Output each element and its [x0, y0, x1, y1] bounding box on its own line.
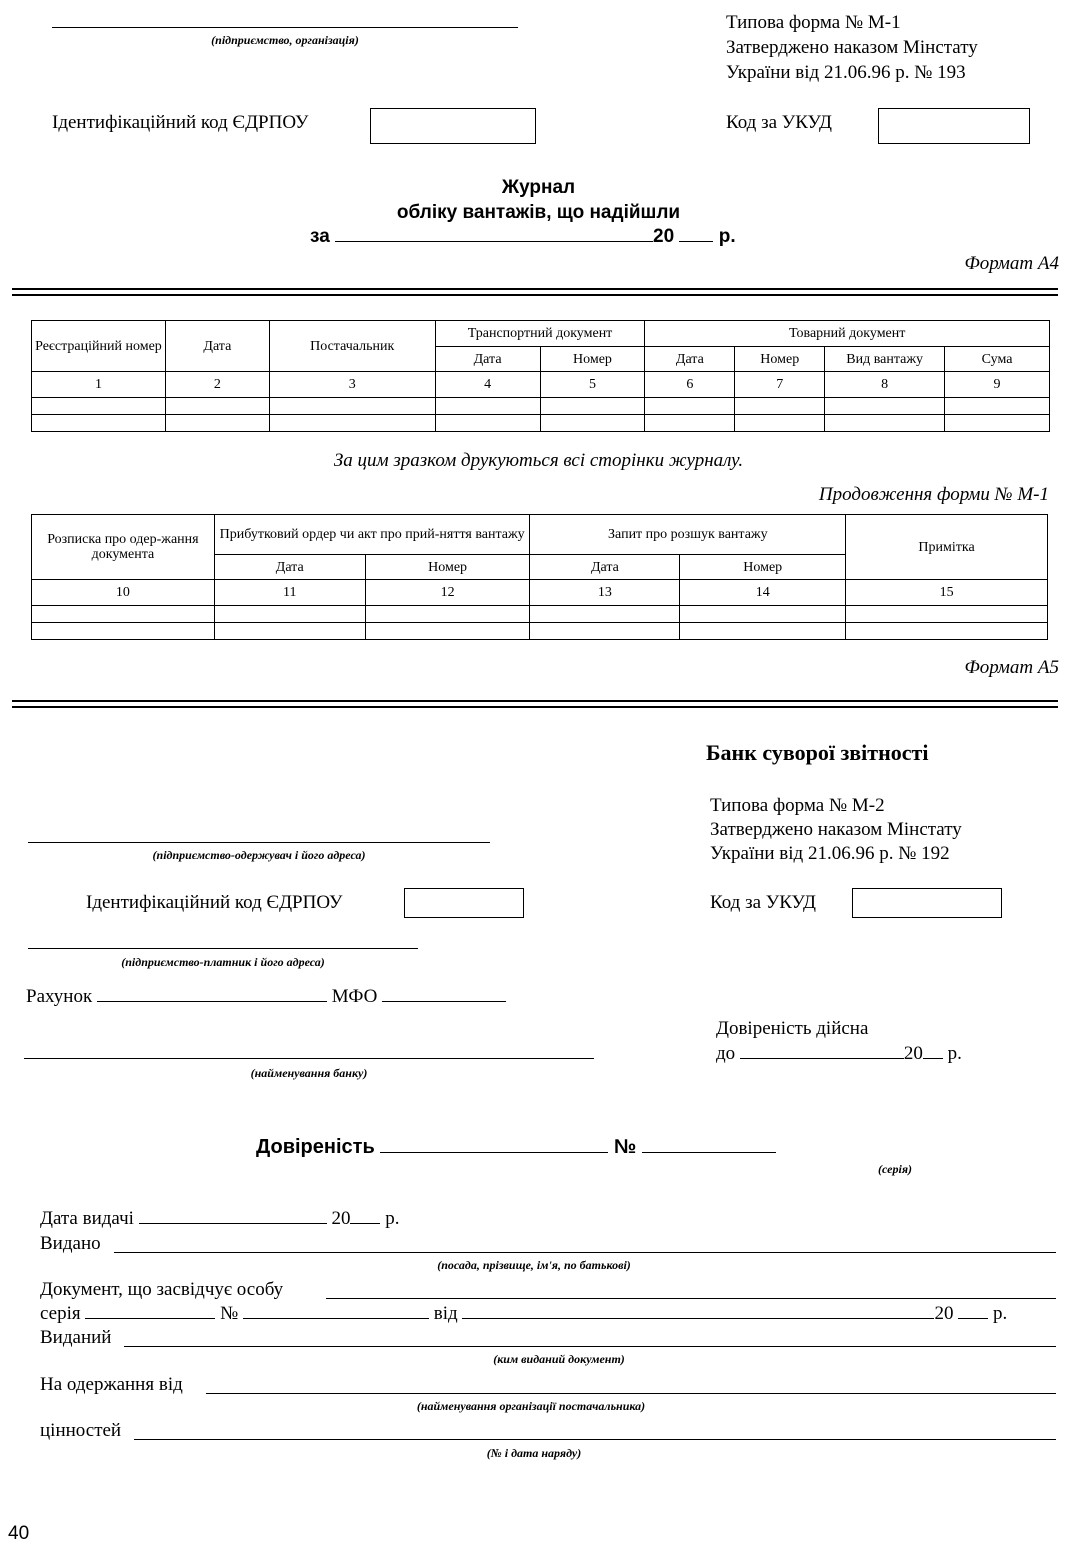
col-num: 12	[365, 580, 530, 606]
doc-number-field[interactable]	[243, 1318, 429, 1319]
m1-form-header	[726, 10, 978, 85]
receive-field[interactable]	[206, 1393, 1056, 1394]
issued-to-label: Видано	[40, 1233, 101, 1254]
table-cell[interactable]	[846, 623, 1048, 640]
series-label: серія	[40, 1303, 81, 1324]
bank-line[interactable]	[24, 1058, 594, 1059]
proxy-series-field[interactable]	[380, 1152, 608, 1153]
table-cell[interactable]	[165, 398, 269, 415]
m1-title	[0, 175, 1077, 225]
th-supplier: Постачальник	[269, 321, 435, 372]
recipient-caption: (підприємство-одержувач і його адреса)	[152, 848, 366, 862]
doc-year-field[interactable]	[958, 1318, 988, 1319]
col-num: 3	[269, 372, 435, 398]
table-cell[interactable]	[735, 415, 825, 432]
col-num: 6	[645, 372, 735, 398]
m1-edrpou-label: Ідентифікаційний код ЄДРПОУ	[52, 112, 309, 133]
account-label: Рахунок	[26, 986, 93, 1007]
valid-year-field[interactable]	[923, 1058, 943, 1059]
th-goods-doc: Товарний документ	[645, 321, 1050, 347]
valid-row	[716, 1043, 962, 1065]
col-num: 11	[214, 580, 365, 606]
m1-title-year: 20	[653, 226, 675, 247]
valid-year: 20	[903, 1043, 923, 1064]
m1-title-line2: обліку вантажів, що надійшли	[396, 202, 681, 223]
m1-typical-form: Типова форма № М-1	[726, 12, 901, 33]
m1-period-field[interactable]	[335, 241, 653, 242]
th-sum: Сума	[945, 347, 1050, 372]
doc-field[interactable]	[326, 1298, 1056, 1299]
issue-r: р.	[385, 1208, 400, 1229]
valid-label: Довіреність дійсна	[716, 1018, 869, 1039]
doc-series-field[interactable]	[85, 1318, 215, 1319]
table-cell[interactable]	[530, 623, 680, 640]
table-cell[interactable]	[735, 398, 825, 415]
values-label: цінностей	[40, 1420, 122, 1441]
issued-by-caption: (ким виданий документ)	[493, 1352, 625, 1366]
col-num: 13	[530, 580, 680, 606]
m1-year-field[interactable]	[679, 241, 713, 242]
col-num: 8	[825, 372, 945, 398]
th-remark: Примітка	[846, 515, 1048, 580]
table-cell[interactable]	[825, 398, 945, 415]
m1-note: За цим зразком друкуються всі сторінки журналу.	[333, 450, 744, 471]
m2-ukud-field[interactable]	[852, 888, 1002, 918]
table-cell[interactable]	[945, 415, 1050, 432]
page-number: 40	[8, 1523, 30, 1544]
col-num: 1	[32, 372, 166, 398]
table-cell[interactable]	[945, 398, 1050, 415]
table-cell[interactable]	[32, 623, 215, 640]
valid-to-field[interactable]	[740, 1058, 904, 1059]
m2-form-header	[710, 794, 962, 866]
table-cell[interactable]	[435, 415, 540, 432]
table-cell[interactable]	[435, 398, 540, 415]
table-cell[interactable]	[645, 415, 735, 432]
recipient-line[interactable]	[28, 842, 490, 843]
th-transport-number: Номер	[540, 347, 645, 372]
table-cell[interactable]	[530, 606, 680, 623]
m2-typical-form: Типова форма № М-2	[710, 795, 885, 816]
table-cell[interactable]	[825, 415, 945, 432]
th-receipt: Розписка про одер-жання документа	[32, 515, 215, 580]
m2-ukud-label: Код за УКУД	[710, 892, 817, 913]
th-request-number: Номер	[680, 555, 846, 580]
th-order: Прибутковий ордер чи акт про прий-няття вантажу	[214, 515, 530, 555]
mfo-label: МФО	[331, 986, 378, 1007]
m2-bank-title: Банк суворої звітності	[706, 740, 929, 765]
values-field[interactable]	[134, 1439, 1056, 1440]
doc-year: 20	[934, 1303, 954, 1324]
table-cell[interactable]	[540, 398, 645, 415]
th-transport-doc: Транспортний документ	[435, 321, 645, 347]
col-num: 5	[540, 372, 645, 398]
col-num: 10	[32, 580, 215, 606]
th-transport-date: Дата	[435, 347, 540, 372]
issue-year: 20	[331, 1208, 351, 1229]
m1-format-a4: Формат А4	[964, 253, 1059, 274]
table-cell[interactable]	[680, 606, 846, 623]
issue-year-field[interactable]	[350, 1223, 380, 1224]
m1-edrpou-field[interactable]	[370, 108, 536, 144]
col-num: 14	[680, 580, 846, 606]
m1-ukud-label: Код за УКУД	[726, 112, 833, 133]
th-order-number: Номер	[365, 555, 530, 580]
proxy-title-text: Довіреність	[256, 1136, 375, 1158]
issued-by-label: Виданий	[40, 1327, 112, 1348]
enterprise-caption: (підприємство, організація)	[211, 33, 359, 47]
th-request: Запит про розшук вантажу	[530, 515, 846, 555]
receive-label: На одержання від	[40, 1374, 183, 1395]
th-goods-number: Номер	[735, 347, 825, 372]
m2-double-rule	[12, 700, 1058, 708]
proxy-title	[256, 1136, 776, 1159]
m2-edrpou-label: Ідентифікаційний код ЄДРПОУ	[86, 892, 343, 913]
col-num: 2	[165, 372, 269, 398]
table-cell[interactable]	[214, 623, 365, 640]
bank-caption: (найменування банку)	[250, 1066, 368, 1080]
m1-title-r: р.	[718, 226, 736, 247]
table-cell[interactable]	[269, 415, 435, 432]
m1-journal-table	[31, 320, 1050, 432]
m2-edrpou-field[interactable]	[404, 888, 524, 918]
receive-caption: (найменування організації постачальника)	[416, 1399, 646, 1413]
doc-r: р.	[992, 1303, 1008, 1324]
doc-label: Документ, що засвідчує особу	[40, 1279, 284, 1300]
table-cell[interactable]	[214, 606, 365, 623]
col-num: 15	[846, 580, 1048, 606]
values-caption: (№ і дата наряду)	[486, 1446, 582, 1460]
th-reg-number: Реєстраційний номер	[32, 321, 166, 372]
table-cell[interactable]	[846, 606, 1048, 623]
m1-continuation-table	[31, 514, 1048, 640]
m1-title-for: за	[310, 226, 330, 247]
th-request-date: Дата	[530, 555, 680, 580]
issue-date-row	[40, 1208, 399, 1230]
account-row	[26, 986, 506, 1008]
m1-title-period	[310, 226, 736, 248]
table-cell[interactable]	[32, 415, 166, 432]
proxy-number-field[interactable]	[642, 1152, 776, 1153]
m1-ukud-field[interactable]	[878, 108, 1030, 144]
doc-details-row	[40, 1303, 1007, 1325]
table-row	[32, 398, 1050, 415]
payer-caption: (підприємство-платник і його адреса)	[121, 955, 325, 969]
valid-r: р.	[947, 1043, 962, 1064]
col-num: 7	[735, 372, 825, 398]
table-cell[interactable]	[269, 398, 435, 415]
th-date: Дата	[165, 321, 269, 372]
valid-to-label: до	[716, 1043, 736, 1064]
col-num: 9	[945, 372, 1050, 398]
table-cell[interactable]	[365, 606, 530, 623]
table-row	[32, 606, 1048, 623]
m1-double-rule	[12, 288, 1058, 296]
doc-no-label: №	[220, 1303, 239, 1324]
issued-to-caption: (посада, прізвище, ім'я, по батькові)	[437, 1258, 631, 1272]
col-num: 4	[435, 372, 540, 398]
mfo-field[interactable]	[382, 1001, 506, 1002]
enterprise-line[interactable]	[52, 27, 518, 28]
table-cell[interactable]	[365, 623, 530, 640]
m2-approved-date: України від 21.06.96 р. № 192	[710, 843, 950, 864]
issue-date-label: Дата видачі	[40, 1208, 134, 1229]
table-cell[interactable]	[645, 398, 735, 415]
series-caption: (серія)	[878, 1162, 913, 1176]
table-row	[32, 623, 1048, 640]
proxy-no-label: №	[613, 1136, 637, 1158]
m2-approved: Затверджено наказом Мінстату	[710, 819, 962, 840]
m1-title-line1: Журнал	[501, 177, 576, 198]
account-field[interactable]	[97, 1001, 327, 1002]
m1-approved: Затверджено наказом Мінстату	[726, 37, 978, 58]
table-cell[interactable]	[165, 415, 269, 432]
issue-date-field[interactable]	[139, 1223, 327, 1224]
th-order-date: Дата	[214, 555, 365, 580]
issued-by-field[interactable]	[124, 1346, 1056, 1347]
payer-line[interactable]	[28, 948, 418, 949]
th-goods-date: Дата	[645, 347, 735, 372]
table-cell[interactable]	[540, 415, 645, 432]
m1-continuation: Продовження форми № М-1	[818, 484, 1049, 505]
th-cargo-type: Вид вантажу	[825, 347, 945, 372]
doc-from-label: від	[433, 1303, 458, 1324]
issued-to-field[interactable]	[114, 1252, 1056, 1253]
table-row	[32, 415, 1050, 432]
table-cell[interactable]	[32, 606, 215, 623]
m1-approved-date: України від 21.06.96 р. № 193	[726, 62, 966, 83]
doc-date-field[interactable]	[462, 1318, 934, 1319]
table-cell[interactable]	[32, 398, 166, 415]
table-cell[interactable]	[680, 623, 846, 640]
m1-format-a5: Формат А5	[964, 657, 1059, 678]
